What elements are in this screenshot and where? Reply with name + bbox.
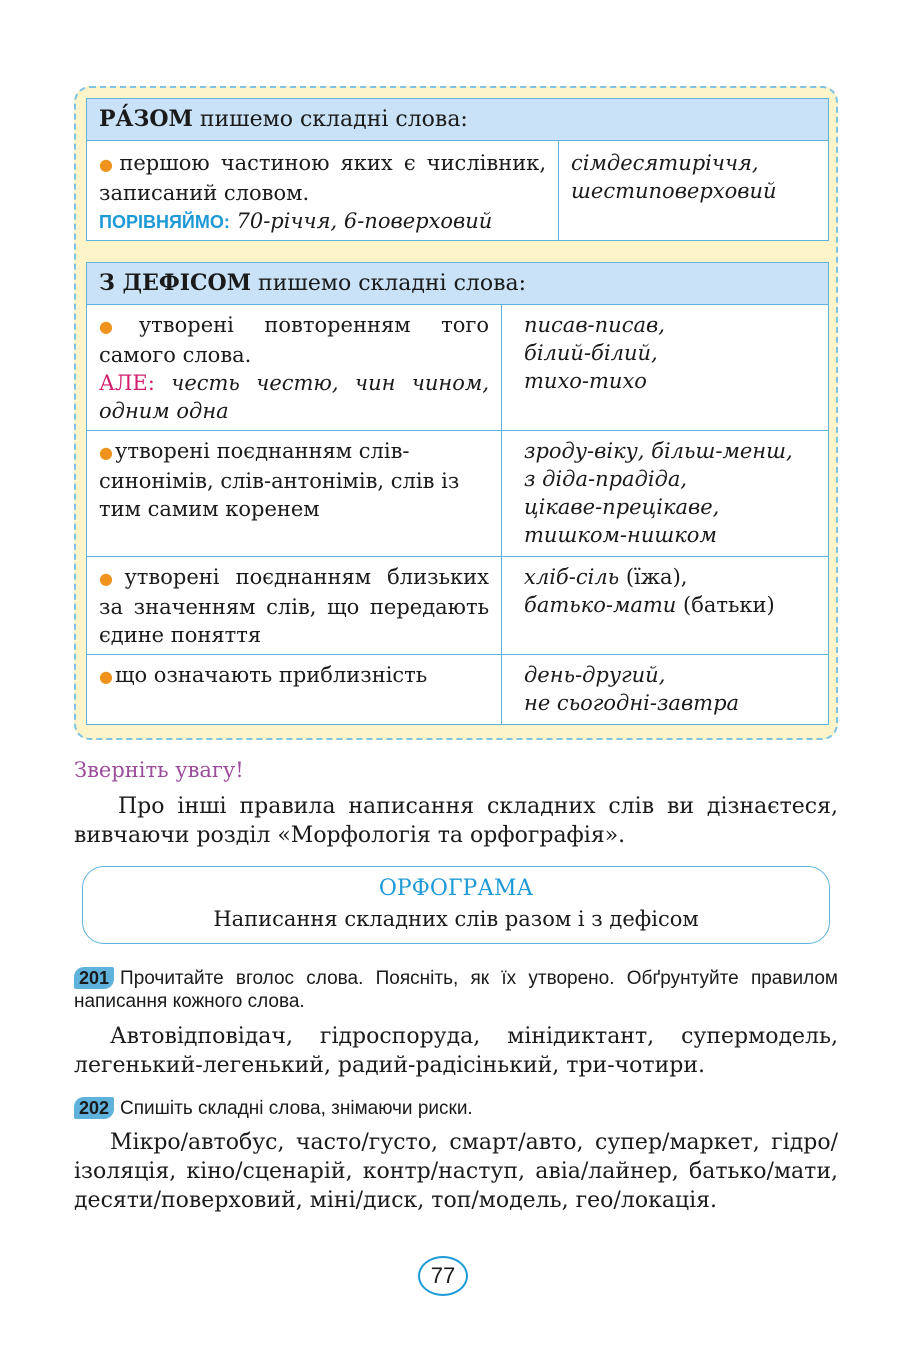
example-note: (батьки) xyxy=(676,593,775,617)
together-header xyxy=(87,99,829,141)
exercise-words-text: Автовідповідач, гідроспоруда, мінідиктант, супермодель, легенький-легенький, радий-радісінький, три-чотири. xyxy=(74,1024,838,1078)
example-word: з діда-прадіда, xyxy=(524,467,688,491)
together-header-rest: пишемо складні слова: xyxy=(192,107,468,132)
example-word: сімдесятиріччя, xyxy=(571,151,759,175)
hyphen-header-rest: пишемо складні слова: xyxy=(251,271,527,296)
example-word: день-другий, xyxy=(524,663,666,687)
orthogram-box xyxy=(82,866,830,944)
attention-text: Про інші правила написання складних слів ви дізнаєтеся, вивчаючи розділ «Морфологія та орфографія». xyxy=(74,794,838,848)
page-number: 77 xyxy=(418,1256,468,1296)
example-word: зроду-віку, більш-менш, xyxy=(524,439,793,463)
compare-label: ПОРІВНЯЙМО: xyxy=(99,212,230,232)
hyphen-examples-cell xyxy=(502,431,829,557)
hyphen-rule-table xyxy=(86,262,829,725)
example-word: білий-білий, xyxy=(524,341,658,365)
bullet-icon: ● xyxy=(99,443,113,462)
attention-paragraph xyxy=(74,792,838,850)
example-word: не сьогодні-завтра xyxy=(524,691,740,715)
bullet-icon: ● xyxy=(99,155,118,174)
hyphen-rule-text: утворені поєднанням слів-синонімів, слів-антонімів, слів із тим самим коренем xyxy=(99,439,460,521)
hyphen-rule-text: утворені повторенням того самого слова. xyxy=(99,313,489,367)
together-examples-cell xyxy=(559,141,829,241)
hyphen-rule-cell xyxy=(87,431,502,557)
compare-text: 70-річчя, 6-поверховий xyxy=(229,209,493,233)
bullet-icon: ● xyxy=(99,667,113,686)
together-rule-cell xyxy=(87,141,559,241)
hyphen-examples-cell xyxy=(502,655,829,725)
exercise-task-text: Спишіть складні слова, знімаючи риски. xyxy=(120,1098,473,1119)
hyphen-examples-cell xyxy=(502,557,829,655)
but-label: АЛЕ: xyxy=(99,371,155,395)
hyphen-header-bold: З ДЕФІСОМ xyxy=(99,270,252,296)
example-note: (їжа), xyxy=(619,565,688,589)
hyphen-rule-text: що означають приблизність xyxy=(114,663,428,687)
exercise-202-words xyxy=(74,1128,838,1215)
example-word: шестиповерховий xyxy=(571,179,777,203)
together-header-bold: РА́ЗОМ xyxy=(99,106,193,132)
but-text: честь честю, чин чином, одним одна xyxy=(99,371,489,423)
exercise-201-words xyxy=(74,1022,838,1080)
orthogram-subtitle: Написання складних слів разом і з дефісом xyxy=(213,907,699,931)
together-rule-table xyxy=(86,98,829,241)
example-word: батько-мати xyxy=(524,593,677,617)
example-word: тихо-тихо xyxy=(524,369,647,393)
hyphen-rule-cell xyxy=(87,655,502,725)
hyphen-examples-cell xyxy=(502,305,829,431)
hyphen-rule-text: утворені поєднанням близьких за значенням слів, що передають єдине поняття xyxy=(99,565,489,647)
example-word: тишком-нишком xyxy=(524,523,717,547)
exercise-202-task xyxy=(74,1097,838,1120)
example-word: писав-писав, xyxy=(524,313,665,337)
bullet-icon: ● xyxy=(99,569,123,588)
exercise-task-text: Прочитайте вголос слова. Поясніть, як їх утворено. Обґрунтуйте правилом написання кожного слова. xyxy=(74,968,838,1012)
orthogram-title: ОРФОГРАМА xyxy=(378,876,534,901)
hyphen-header xyxy=(87,263,829,305)
exercise-number-badge: 202 xyxy=(74,1097,114,1119)
hyphen-rule-cell xyxy=(87,305,502,431)
exercise-number-badge: 201 xyxy=(74,967,114,989)
exercise-201-task xyxy=(74,967,838,1013)
example-word: цікаве-прецікаве, xyxy=(524,495,720,519)
together-rule-text: першою частиною яких є числівник, записаний словом. xyxy=(99,151,546,205)
example-word: хліб-сіль xyxy=(524,565,620,589)
exercise-words-text: Мікро/автобус, часто/густо, смарт/авто, супер/маркет, гідро/ізоляція, кіно/сценарій, контр/наступ, авіа/лайнер, батько/мати, десяти/поверховий, міні/диск, топ/модель, гео/локація. xyxy=(74,1130,838,1213)
attention-heading: Зверніть увагу! xyxy=(74,758,244,782)
hyphen-rule-cell xyxy=(87,557,502,655)
bullet-icon: ● xyxy=(99,317,137,336)
